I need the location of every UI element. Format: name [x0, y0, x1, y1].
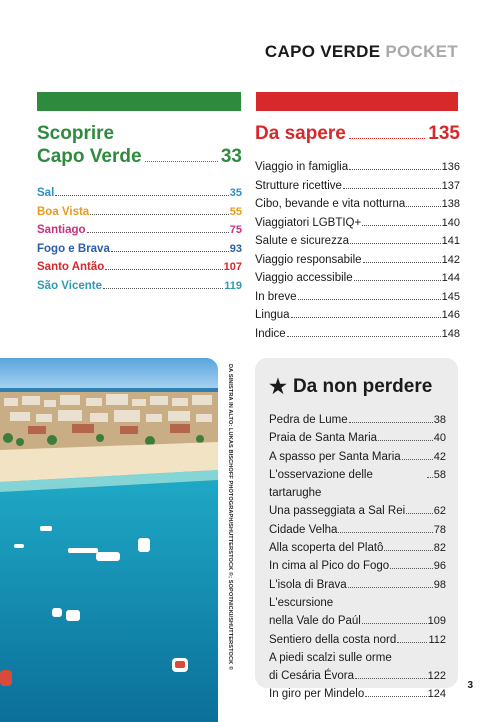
info-entry[interactable] [255, 325, 460, 344]
info-label: Cibo, bevande e vita notturna [255, 198, 406, 210]
region-page: 35 [229, 187, 242, 199]
region-label: Sal [37, 187, 55, 199]
region-label: Santiago [37, 224, 86, 236]
info-label: Viaggio accessibile [255, 272, 353, 284]
info-page: 148 [441, 327, 460, 340]
region-page: 75 [229, 224, 242, 236]
info-entry[interactable] [255, 232, 460, 251]
da-sapere-title-text: Da sapere [255, 123, 346, 144]
leader-dots [145, 161, 218, 162]
book-header [265, 42, 458, 62]
info-entry[interactable] [255, 288, 460, 307]
scoprire-title-line2[interactable] [37, 145, 242, 168]
info-label: Indice [255, 327, 286, 340]
scoprire-section [37, 122, 242, 295]
info-page: 140 [441, 216, 460, 229]
info-entry[interactable] [255, 251, 460, 270]
region-label: Santo Antão [37, 261, 105, 273]
info-label: Viaggio in famiglia [255, 161, 349, 173]
highlight-entry[interactable]: Alla scoperta del Platô 82 [269, 542, 446, 555]
da-sapere-title[interactable] [255, 122, 460, 145]
info-label: Salute e sicurezza [255, 235, 349, 247]
highlight-entry-line1[interactable]: L'escursione [269, 596, 334, 609]
region-entry[interactable] [37, 203, 242, 222]
region-entry[interactable] [37, 221, 242, 240]
highlights-title [269, 374, 446, 399]
info-label: Viaggiatori LGBTIQ+ [255, 216, 362, 229]
region-list [37, 184, 242, 295]
page-number: 3 [467, 680, 473, 691]
highlights-title-text: Da non perdere [292, 375, 433, 397]
info-label: Lingua [255, 309, 290, 321]
info-page: 141 [441, 235, 460, 247]
aerial-beach-photo [0, 358, 218, 722]
region-label: São Vicente [37, 279, 102, 292]
info-label: In breve [255, 290, 297, 303]
highlight-entry[interactable]: L'isola di Brava 98 [269, 578, 446, 591]
region-page: 107 [223, 261, 242, 273]
highlight-entry[interactable]: di Cesária Évora 122 [269, 670, 446, 683]
header-title-dark: CAPO VERDE [264, 42, 386, 61]
highlights-panel [255, 358, 458, 701]
region-entry[interactable] [37, 258, 242, 277]
highlight-entry[interactable]: Praia de Santa Maria 40 [269, 432, 446, 445]
region-entry[interactable] [37, 184, 242, 203]
green-color-bar [37, 92, 241, 111]
info-page: 146 [441, 309, 460, 321]
da-sapere-section [255, 122, 460, 343]
region-entry[interactable] [37, 240, 242, 259]
highlight-entry[interactable]: In giro per Mindelo 124 [269, 688, 446, 701]
info-label: Viaggio responsabile [255, 253, 362, 266]
scoprire-page: 33 [220, 146, 242, 167]
photo-credit: DA SINISTRA IN ALTO: LUKAS BISCHOFF PHOTOGRAPH/SHUTTERSTOCK ©; SOPOTNICKI/SHUTTERSTOCK © [227, 364, 233, 671]
highlight-entry[interactable]: Una passeggiata a Sal Rei 62 [269, 505, 446, 518]
info-page: 142 [441, 253, 460, 266]
info-entry[interactable] [255, 195, 460, 214]
info-entry[interactable] [255, 269, 460, 288]
region-page: 119 [224, 279, 242, 292]
leader-dots [349, 138, 425, 139]
practical-info-list [255, 158, 460, 343]
highlight-entry[interactable]: Pedra de Lume 38 [269, 414, 446, 426]
highlight-entry[interactable]: Cidade Velha 78 [269, 523, 446, 536]
info-entry[interactable] [255, 177, 460, 196]
info-entry[interactable] [255, 214, 460, 233]
info-entry[interactable] [255, 306, 460, 325]
info-page: 138 [441, 198, 460, 210]
highlight-entry[interactable]: A spasso per Santa Maria 42 [269, 450, 446, 463]
region-entry[interactable] [37, 277, 242, 296]
info-page: 136 [441, 161, 460, 173]
highlight-entry[interactable]: In cima al Pico do Fogo 96 [269, 560, 446, 573]
scoprire-title-text: Capo Verde [37, 146, 142, 167]
header-title-light: POCKET [385, 42, 458, 61]
highlight-entry[interactable]: nella Vale do Paúl 109 [269, 615, 446, 628]
region-page: 93 [229, 242, 242, 255]
info-page: 145 [441, 290, 460, 303]
red-color-bar [256, 92, 458, 111]
region-label: Boa Vista [37, 205, 90, 218]
star-icon: ★ [269, 376, 287, 398]
info-page: 144 [441, 272, 460, 284]
info-entry[interactable] [255, 158, 460, 177]
da-sapere-page: 135 [428, 123, 460, 144]
scoprire-title-line1: Scoprire [37, 123, 115, 144]
region-label: Fogo e Brava [37, 242, 110, 255]
highlight-entry-line1[interactable]: A piedi scalzi sulle orme [269, 651, 392, 664]
highlight-entry[interactable]: Sentiero della costa nord 112 [269, 633, 446, 646]
region-page: 55 [229, 205, 242, 218]
info-label: Strutture ricettive [255, 179, 342, 192]
info-page: 137 [441, 179, 460, 192]
highlight-entry[interactable]: L'osservazione delle tartarughe 58 [269, 468, 446, 500]
